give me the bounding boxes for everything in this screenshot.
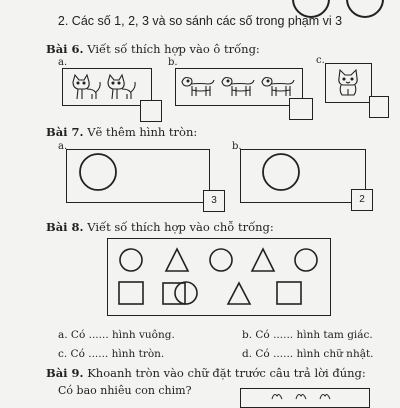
cat-icon [70, 72, 140, 102]
shape-circle-3 [295, 249, 317, 271]
shape-square-1 [119, 282, 143, 304]
ex6-answer-box-c[interactable] [369, 96, 389, 118]
ex6-label-c: c. [316, 55, 325, 66]
ex7-label-a: a. [58, 141, 68, 152]
exercise-6-prompt: Viết số thích hợp vào ô trống: [87, 42, 260, 56]
ex6-answer-box-b[interactable] [289, 98, 313, 120]
shape-circle-4 [175, 282, 197, 304]
ex7-count-a: 3 [203, 190, 225, 212]
bird-icon [270, 390, 340, 400]
exercise-8 [46, 220, 274, 234]
shape-triangle-1 [166, 249, 188, 271]
exercise-7-heading: Bài 7. [46, 125, 84, 139]
ex8-item-d: d. Có ...... hình chữ nhật. [242, 348, 374, 360]
shape-circle-1 [120, 249, 142, 271]
exercise-8-prompt: Viết số thích hợp vào chỗ trống: [87, 220, 274, 234]
exercise-9-prompt: Khoanh tròn vào chữ đặt trước câu trả lời đúng: [87, 366, 366, 380]
shape-square-2 [163, 283, 185, 304]
ex7-box-b [240, 149, 366, 203]
ex6-label-b: b. [168, 57, 178, 68]
exercise-9 [46, 366, 366, 380]
exercise-6 [46, 42, 260, 56]
ex8-item-a: a. Có ...... hình vuông. [58, 329, 175, 341]
shape-square-3 [277, 282, 301, 304]
exercise-6-heading: Bài 6. [46, 42, 84, 56]
cat-icon [333, 67, 363, 97]
ex9-question: Có bao nhiêu con chim? [58, 384, 192, 397]
ex6-answer-box-a[interactable] [140, 100, 162, 122]
ex7-count-b: 2 [351, 189, 373, 211]
ex8-item-b: b. Có ...... hình tam giác. [242, 329, 373, 341]
exercise-7 [46, 125, 197, 139]
ex7-label-b: b. [232, 141, 242, 152]
shapes-grid [107, 238, 331, 316]
ex6-label-a: a. [58, 57, 68, 68]
shape-triangle-2 [252, 249, 274, 271]
shape-triangle-3 [228, 283, 250, 304]
circle-shape [261, 152, 301, 192]
circle-shape [78, 152, 118, 192]
exercise-9-heading: Bài 9. [46, 366, 84, 380]
ex8-item-c: c. Có ...... hình tròn. [58, 348, 165, 360]
section-title: 2. Các số 1, 2, 3 và so sánh các số trong phạm vi 3 [57, 14, 343, 28]
exercise-8-heading: Bài 8. [46, 220, 84, 234]
exercise-7-prompt: Vẽ thêm hình tròn: [87, 125, 198, 139]
dog-icon [180, 74, 300, 100]
shape-circle-2 [210, 249, 232, 271]
